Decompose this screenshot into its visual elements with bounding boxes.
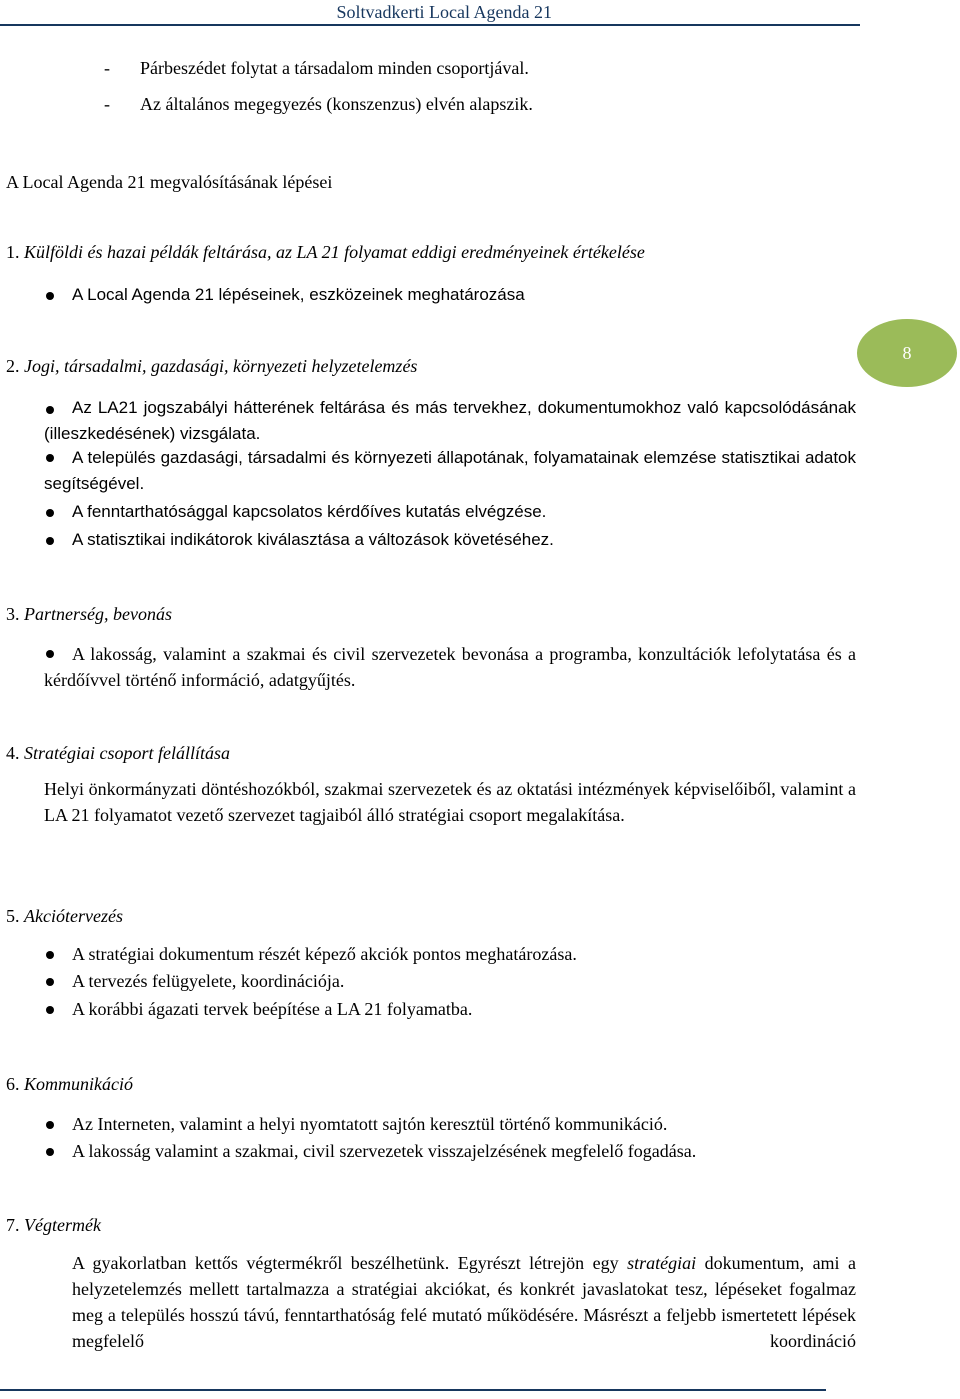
section-heading: [6, 240, 645, 264]
paragraph-text: A gyakorlatban kettős végtermékről beszélhetünk. Egyrészt létrejön egy: [72, 1253, 619, 1273]
section-number: 6.: [6, 1074, 20, 1094]
bullet-dot: [46, 951, 54, 959]
section-number: 2.: [6, 356, 20, 376]
dash-marker: -: [104, 58, 110, 78]
section-number: 3.: [6, 604, 20, 624]
bullet-dot: [46, 537, 54, 545]
dash-item: Párbeszédet folytat a társadalom minden csoportjával.: [140, 58, 529, 78]
footer-rule: [0, 1389, 826, 1391]
bullet-dot: [46, 509, 54, 517]
section-title: Kommunikáció: [24, 1074, 133, 1094]
dash-marker: -: [104, 94, 110, 114]
bullet-item: Az Interneten, valamint a helyi nyomtatott sajtón keresztül történő kommunikáció.: [72, 1114, 668, 1134]
section-title: Partnerség, bevonás: [24, 604, 172, 624]
bullet-item: A statisztikai indikátorok kiválasztása a változások követéséhez.: [72, 530, 554, 549]
section-number: 4.: [6, 743, 20, 763]
bullet-item: Az LA21 jogszabályi hátterének feltárása és más tervekhez, dokumentumokhoz való kapcsolódásának (illeszkedésének) vizsgálata.: [44, 398, 856, 443]
running-header: Soltvadkerti Local Agenda 21: [336, 2, 552, 22]
bullet-dot: [46, 978, 54, 986]
section-title: Stratégiai csoport felállítása: [24, 743, 230, 763]
section-heading: [6, 602, 172, 626]
bullet-dot: [46, 1121, 54, 1129]
section-number: 7.: [6, 1215, 20, 1235]
dash-item: Az általános megegyezés (konszenzus) elvén alapszik.: [140, 94, 533, 114]
section-number: 1.: [6, 242, 20, 262]
section-heading: [6, 354, 417, 378]
section-heading: [6, 741, 230, 765]
section-heading: [6, 904, 123, 928]
section-number: 5.: [6, 906, 20, 926]
bullet-item: A fenntarthatósággal kapcsolatos kérdőíves kutatás elvégzése.: [72, 502, 547, 521]
section-title: Akciótervezés: [24, 906, 123, 926]
paragraph-emphasis: stratégiai: [627, 1253, 697, 1273]
section-title: Jogi, társadalmi, gazdasági, környezeti helyzetelemzés: [24, 356, 418, 376]
bullet-item: A lakosság valamint a szakmai, civil szervezetek visszajelzésének megfelelő fogadása.: [72, 1141, 697, 1161]
section-paragraph: [72, 1250, 856, 1354]
section-title: Végtermék: [24, 1215, 101, 1235]
section-heading: [6, 1072, 133, 1096]
steps-heading: A Local Agenda 21 megvalósításának lépései: [6, 172, 333, 192]
bullet-item: A település gazdasági, társadalmi és környezeti állapotának, folyamatainak elemzése statisztikai adatok segítségével.: [44, 448, 856, 493]
paragraph-text: dokumentum, ami a helyzetelemzés mellett tartalmazza a stratégiai akciókat, és konkrét javaslatokat tesz, lépéseket fogalmaz meg a település hosszú távú, fenntarthatóság felé mutató működésére. Másrészt a feljebb ismertetett lépések megfelelő koordináció: [72, 1253, 857, 1351]
bullet-item: A tervezés felügyelete, koordinációja.: [72, 971, 345, 991]
section-heading: [6, 1213, 101, 1237]
bullet-dot: [46, 1006, 54, 1014]
bullet-item: A Local Agenda 21 lépéseinek, eszközeinek meghatározása: [72, 285, 525, 304]
section-title: Külföldi és hazai példák feltárása, az LA 21 folyamat eddigi eredményeinek értékelése: [24, 242, 645, 262]
bullet-dot: [46, 292, 54, 300]
bullet-item: A lakosság, valamint a szakmai és civil szervezetek bevonása a programba, konzultációk lefolytatása és a kérdőívvel történő információ, adatgyűjtés.: [44, 644, 856, 690]
page-number-badge: 8: [857, 319, 957, 387]
section-paragraph: Helyi önkormányzati döntéshozókból, szakmai szervezetek és az oktatási intézmények képviselőiből, valamint a LA 21 folyamatot vezető szervezet tagjaiból álló stratégiai csoport megalakítása.: [44, 779, 856, 825]
bullet-item: A korábbi ágazati tervek beépítése a LA 21 folyamatba.: [72, 999, 473, 1019]
bullet-dot: [46, 1148, 54, 1156]
bullet-item: A stratégiai dokumentum részét képező akciók pontos meghatározása.: [72, 944, 577, 964]
header-rule: [0, 24, 860, 26]
